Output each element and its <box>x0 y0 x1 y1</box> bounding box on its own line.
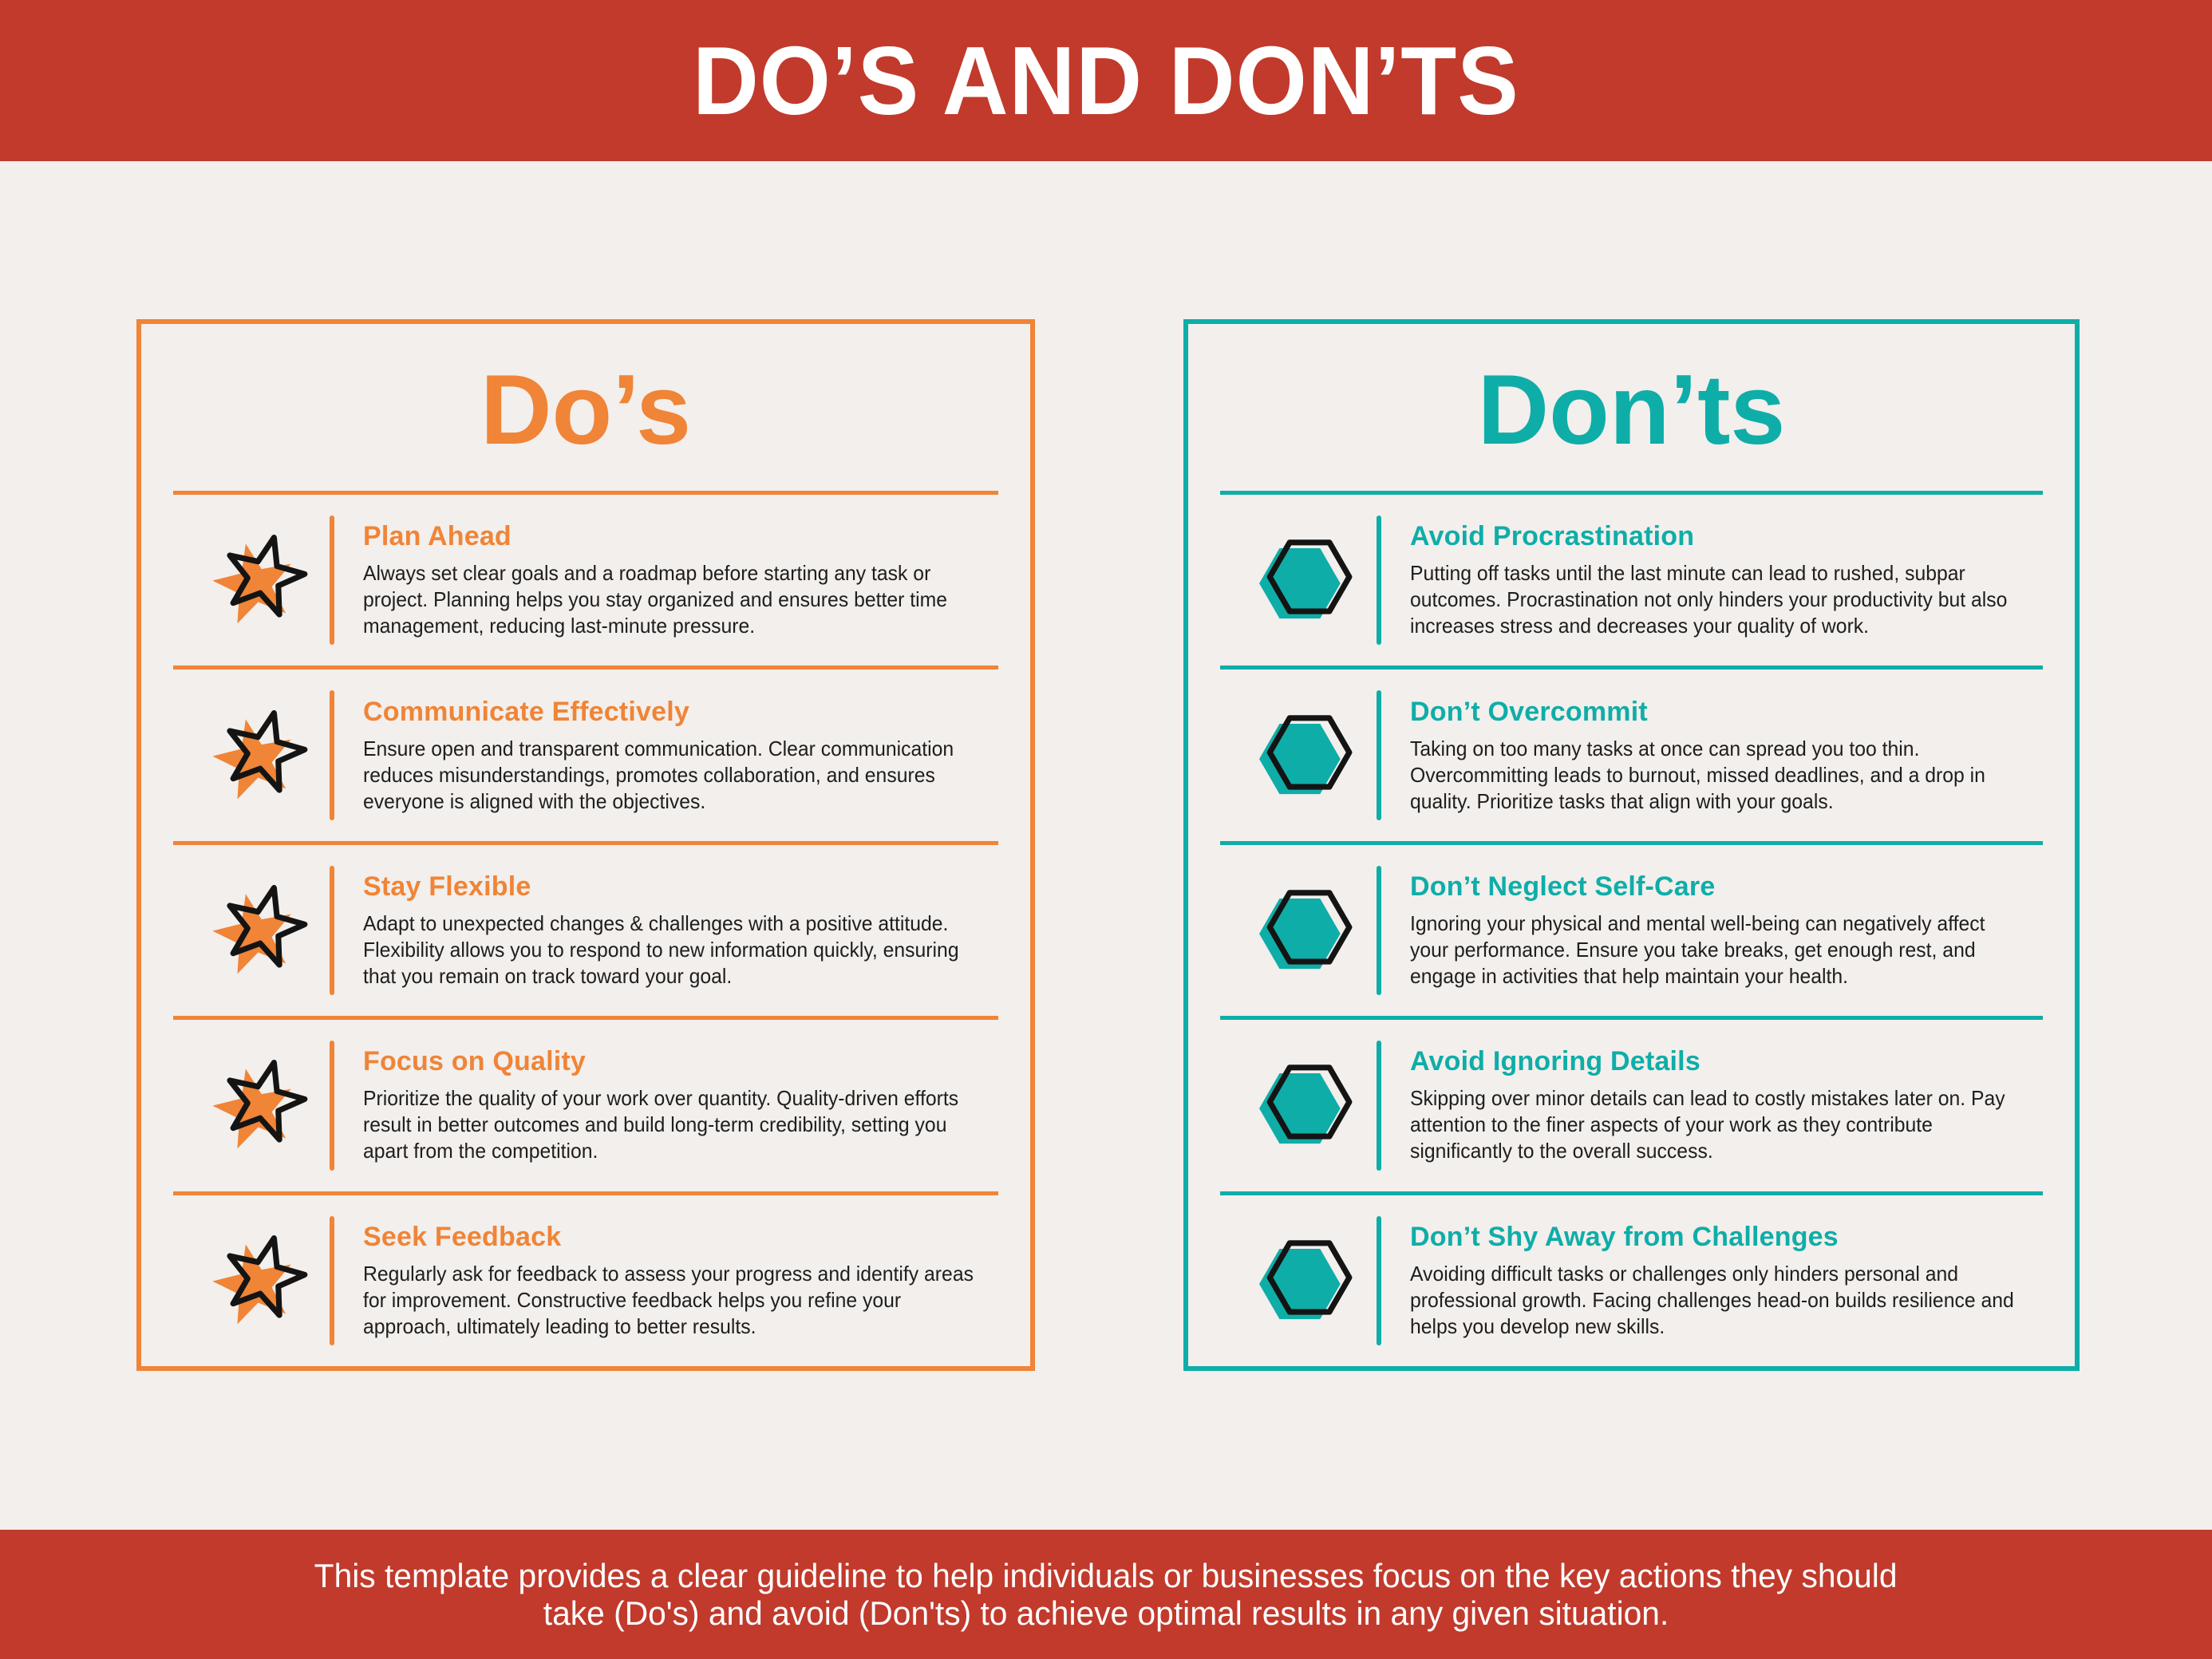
star-icon <box>173 690 330 820</box>
hexagon-icon <box>1220 866 1377 995</box>
donts-panel <box>1183 319 2080 1371</box>
donts-item <box>1220 666 2043 840</box>
hexagon-icon <box>1220 1216 1377 1345</box>
item-body: Putting off tasks until the last minute can lead to rushed, subpar outcomes. Procrastination not only hinders your productivity but also increases stress and decreases your quality of work. <box>1410 561 2008 638</box>
donts-item <box>1220 841 2043 1016</box>
item-title: Seek Feedback <box>363 1221 562 1252</box>
item-text <box>1381 697 2043 815</box>
item-title: Communicate Effectively <box>363 696 689 727</box>
item-title: Focus on Quality <box>363 1046 587 1077</box>
item-body: Ignoring your physical and mental well-being can negatively affect your performance. Ensure you take breaks, get enough rest, and engage in activities that help maintain your health. <box>1410 911 1985 989</box>
item-title: Don’t Neglect Self-Care <box>1410 871 1716 903</box>
item-text <box>1381 521 2043 639</box>
star-icon <box>173 1216 330 1345</box>
dos-items-list <box>141 495 1030 1366</box>
item-title: Stay Flexible <box>363 871 531 903</box>
item-body: Prioritize the quality of your work over quantity. Quality-driven efforts result in better outcomes and build long-term credibility, setting you apart from the competition. <box>363 1086 959 1163</box>
hexagon-icon <box>1220 515 1377 645</box>
dos-item <box>173 841 998 1016</box>
item-text <box>1381 1222 2043 1340</box>
star-icon <box>173 515 330 645</box>
header-banner <box>0 0 2212 161</box>
item-title: Avoid Ignoring Details <box>1410 1046 1700 1077</box>
star-icon <box>173 866 330 995</box>
item-text <box>334 521 998 639</box>
hexagon-icon <box>1220 690 1377 820</box>
item-body: Skipping over minor details can lead to costly mistakes later on. Pay attention to the finer aspects of your work as they contribute significantly to the overall success. <box>1410 1086 2005 1163</box>
dos-item <box>173 1191 998 1366</box>
item-text <box>334 1046 998 1164</box>
donts-item <box>1220 1016 2043 1191</box>
item-title: Avoid Procrastination <box>1410 521 1695 552</box>
item-text <box>1381 871 2043 989</box>
footer-banner <box>0 1530 2212 1659</box>
item-title: Don’t Overcommit <box>1410 696 1648 727</box>
donts-items-list <box>1188 495 2075 1366</box>
item-title: Don’t Shy Away from Challenges <box>1410 1221 1839 1252</box>
donts-item <box>1220 495 2043 666</box>
item-text <box>334 697 998 815</box>
donts-item <box>1220 1191 2043 1366</box>
footer-text-line-1: This template provides a clear guideline to help individuals or businesses focus on the key actions they should <box>314 1557 1898 1594</box>
item-body: Ensure open and transparent communication. Clear communication reduces misunderstandings, promotes collaboration, and ensures everyone is aligned with the objectives. <box>363 736 954 813</box>
item-text <box>334 871 998 989</box>
item-body: Regularly ask for feedback to assess your progress and identify areas for improvement. Constructive feedback helps you refine your approach, ultimately leading to better results. <box>363 1261 974 1338</box>
page-title: DO’S AND DON’TS <box>693 26 1519 135</box>
donts-title-block <box>1220 324 2043 495</box>
item-text <box>334 1222 998 1340</box>
footer-text-line-2: take (Do's) and avoid (Don'ts) to achieve optimal results in any given situation. <box>543 1594 1669 1632</box>
hexagon-icon <box>1220 1041 1377 1170</box>
dos-item <box>173 495 998 666</box>
donts-title: Don’ts <box>1477 354 1786 465</box>
star-icon <box>173 1041 330 1170</box>
dos-item <box>173 1016 998 1191</box>
item-text <box>1381 1046 2043 1164</box>
dos-item <box>173 666 998 840</box>
item-body: Adapt to unexpected changes & challenges with a positive attitude. Flexibility allows you to respond to new information quickly, ensuring that you remain on track toward your goal. <box>363 911 959 989</box>
dos-panel <box>136 319 1035 1371</box>
item-body: Always set clear goals and a roadmap before starting any task or project. Planning helps you stay organized and ensures better time management, reducing last-minute pressure. <box>363 561 947 638</box>
dos-title-block <box>173 324 998 495</box>
item-title: Plan Ahead <box>363 521 512 552</box>
dos-title: Do’s <box>480 354 692 465</box>
item-body: Taking on too many tasks at once can spread you too thin. Overcommitting leads to burnout, missed deadlines, and a drop in quality. Prioritize tasks that align with your goals. <box>1410 736 1985 813</box>
item-body: Avoiding difficult tasks or challenges only hinders personal and professional growth. Facing challenges head-on builds resilience and helps you develop new skills. <box>1410 1261 2014 1338</box>
